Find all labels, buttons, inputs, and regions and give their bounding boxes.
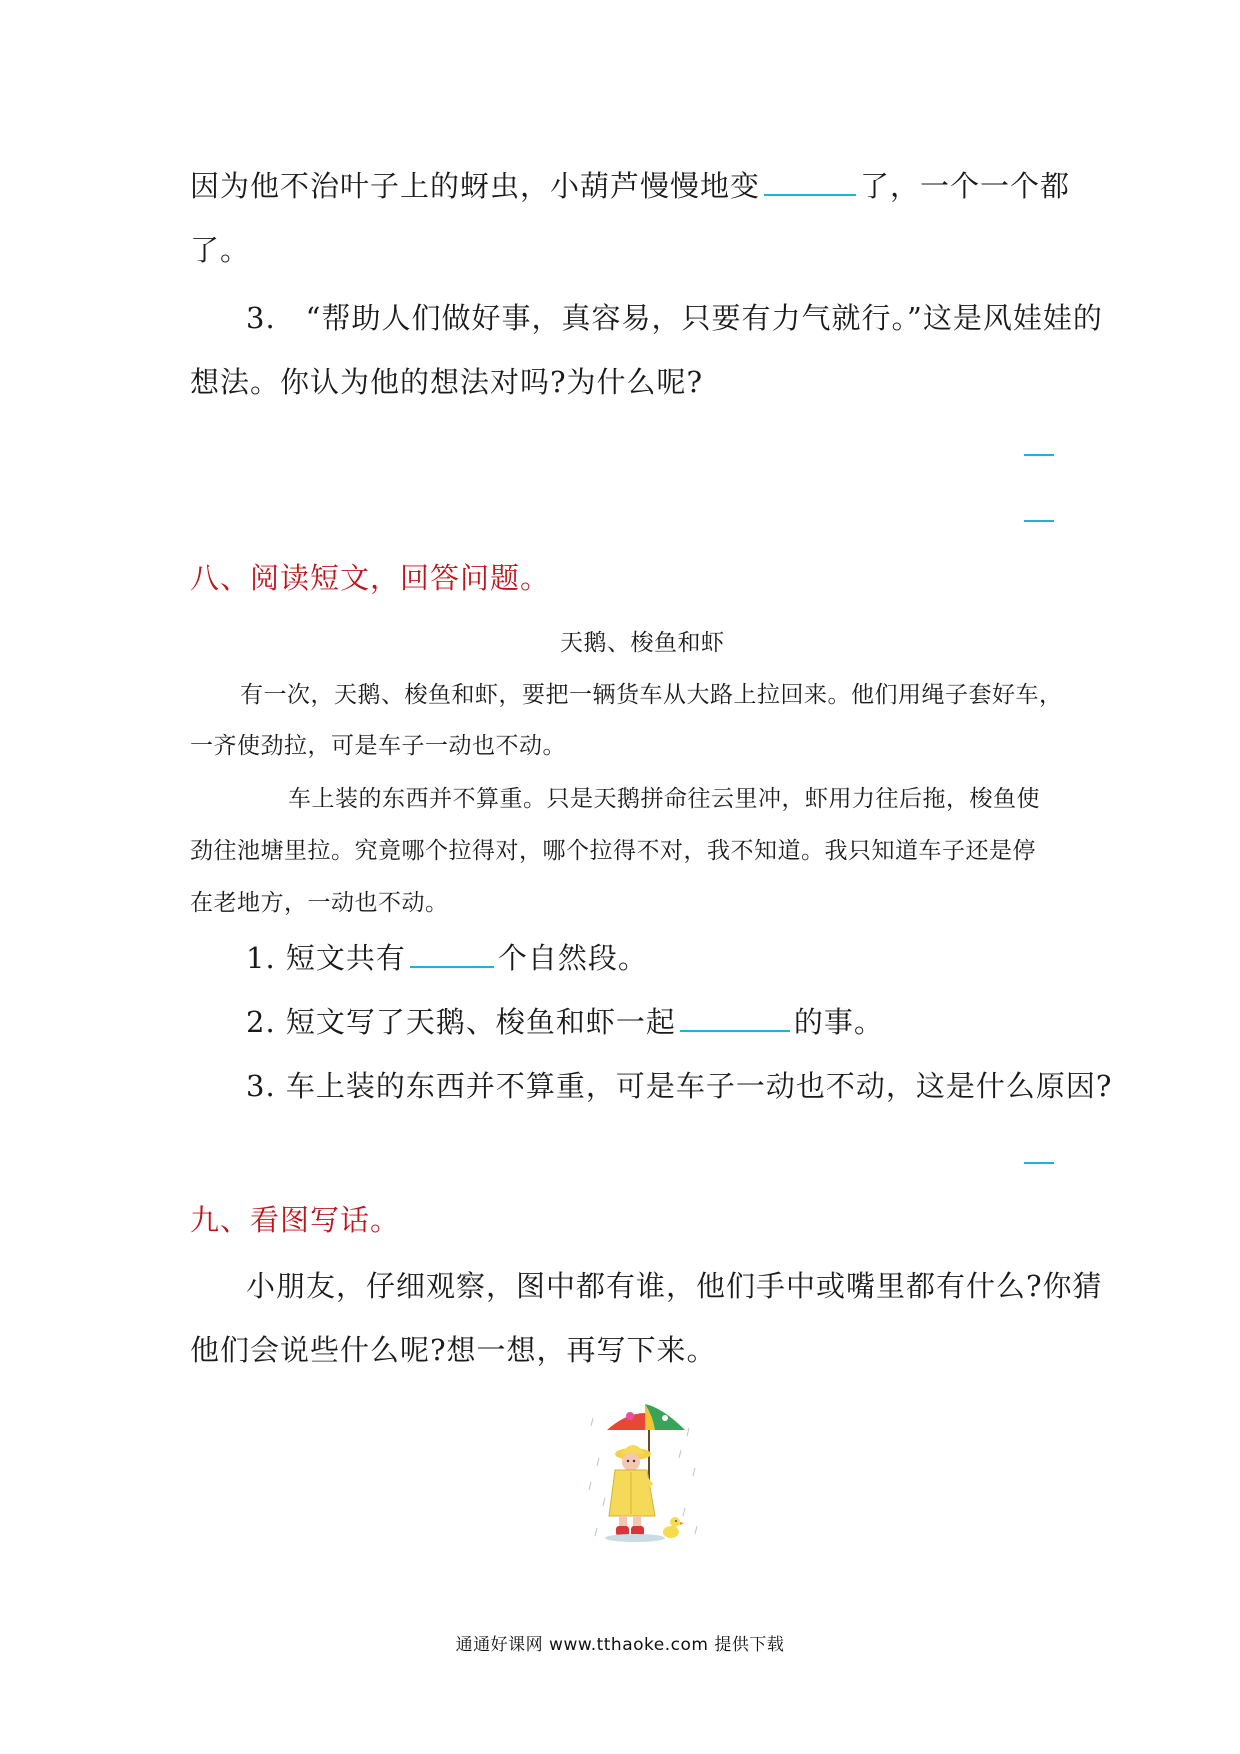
- footer-credit: 通通好课网 www.tthaoke.com 提供下载: [455, 1635, 785, 1655]
- section-8-heading: 八、阅读短文，回答问题。: [190, 561, 551, 595]
- passage-p1-line1: 有一次，天鹅、梭鱼和虾，要把一辆货车从大路上拉回来。他们用绳子套好车，: [240, 682, 1063, 708]
- q7-sentence-part-a: 因为他不治叶子上的蚜虫，小葫芦慢慢地变: [190, 169, 761, 203]
- question-text: “帮助人们做好事，真容易，只要有力气就行。”这是风娃娃的: [305, 301, 1103, 335]
- question-text: 1. 短文共有: [246, 941, 406, 975]
- rain-umbrella-child-picture: [585, 1398, 705, 1548]
- answer-line[interactable]: [1024, 520, 1054, 522]
- answer-blank[interactable]: [680, 1026, 790, 1032]
- passage-p1-line2: 一齐使劲拉，可是车子一动也不动。: [190, 733, 566, 759]
- answer-line[interactable]: [1024, 1162, 1054, 1164]
- question-text: 个自然段。: [497, 941, 648, 975]
- passage-title: 天鹅、梭鱼和虾: [560, 630, 725, 656]
- answer-blank[interactable]: [410, 962, 494, 968]
- q7-question-3-line2: 想法。你认为他的想法对吗?为什么呢?: [190, 365, 704, 399]
- question-number: 3.: [246, 301, 276, 335]
- q7-sentence-line: [190, 164, 1070, 205]
- section-8-question-2: [246, 1000, 884, 1041]
- section-9-instruction-line2: 他们会说些什么呢?想一想，再写下来。: [190, 1333, 717, 1367]
- q7-sentence-end: 了。: [190, 233, 251, 267]
- q7-sentence-part-b: 了，一个一个都: [860, 169, 1071, 203]
- section-8-question-3: 3. 车上装的东西并不算重，可是车子一动也不动，这是什么原因?: [246, 1069, 1113, 1103]
- question-text: 的事。: [793, 1005, 884, 1039]
- answer-blank[interactable]: [764, 190, 856, 196]
- question-text: 2. 短文写了天鹅、梭鱼和虾一起: [246, 1005, 676, 1039]
- q7-question-3-line1: [246, 296, 1103, 337]
- section-9-heading: 九、看图写话。: [190, 1203, 401, 1237]
- passage-p2-line2: 劲往池塘里拉。究竟哪个拉得对，哪个拉得不对，我不知道。我只知道车子还是停: [190, 838, 1036, 864]
- passage-p2-line3: 在老地方，一动也不动。: [190, 890, 449, 916]
- section-8-question-1: [246, 936, 648, 977]
- answer-line[interactable]: [1024, 454, 1054, 456]
- passage-p2-line1: 车上装的东西并不算重。只是天鹅拼命往云里冲，虾用力往后拖，梭鱼使: [288, 786, 1040, 812]
- section-9-instruction-line1: 小朋友，仔细观察，图中都有谁，他们手中或嘴里都有什么?你猜: [246, 1269, 1103, 1303]
